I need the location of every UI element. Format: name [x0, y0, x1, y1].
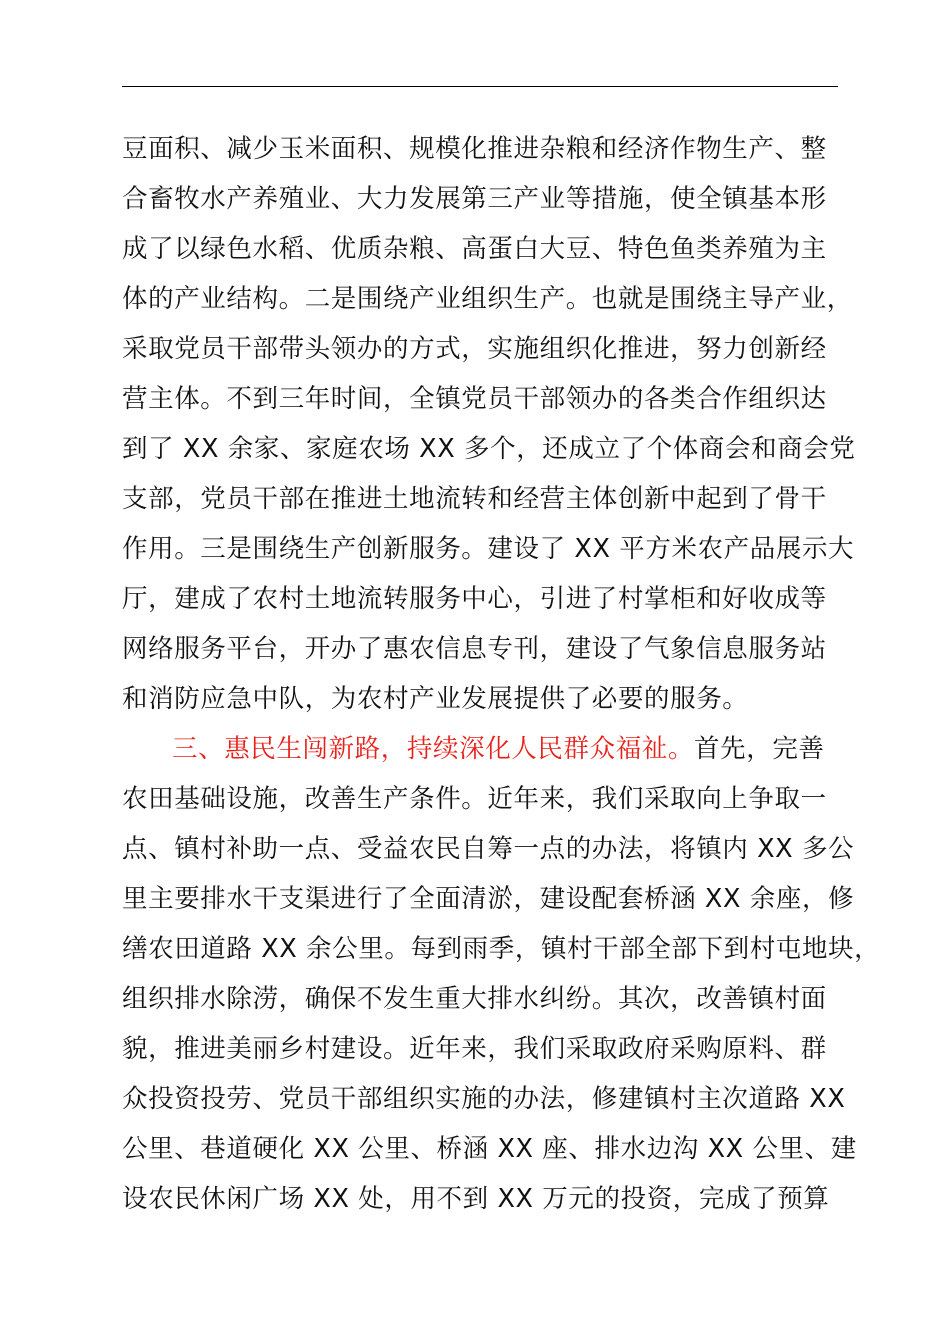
paragraph-1-line: 成了以绿色水稻、优质杂粮、高蛋白大豆、特色鱼类养殖为主: [122, 234, 827, 264]
section-3-first-line: [122, 724, 842, 774]
paragraph-1-line: 采取党员干部带头领办的方式，实施组织化推进，努力创新经: [122, 334, 827, 364]
body-text: [122, 124, 881, 1224]
section-3-line: 公里、巷道硬化 XX 公里、桥涵 XX 座、排水边沟 XX 公里、建: [122, 1134, 857, 1164]
section-3-line: 组织排水除涝，确保不发生重大排水纠纷。其次，改善镇村面: [122, 984, 827, 1014]
paragraph-1-line: 合畜牧水产养殖业、大力发展第三产业等措施，使全镇基本形: [122, 184, 827, 214]
section-3-line: 貌，推进美丽乡村建设。近年来，我们采取政府采购原料、群: [122, 1034, 827, 1064]
paragraph-1-line: 支部，党员干部在推进土地流转和经营主体创新中起到了骨干: [122, 484, 827, 514]
paragraph-1-line: 到了 XX 余家、家庭农场 XX 多个，还成立了个体商会和商会党: [122, 434, 856, 464]
paragraph-1-line: 豆面积、减少玉米面积、规模化推进杂粮和经济作物生产、整: [122, 134, 827, 164]
section-3-heading: 三、惠民生闯新路，持续深化人民群众福祉。: [172, 734, 695, 764]
section-3-line: 农田基础设施，改善生产条件。近年来，我们采取向上争取一: [122, 784, 827, 814]
paragraph-1-line: 网络服务平台，开办了惠农信息专刊，建设了气象信息服务站: [122, 634, 827, 664]
paragraph-1-line: 厅，建成了农村土地流转服务中心，引进了村掌柜和好收成等: [122, 584, 827, 614]
section-3-line: 缮农田道路 XX 余公里。每到雨季，镇村干部全部下到村屯地块，: [122, 934, 881, 964]
section-3-first-line-rest: 首先，完善: [694, 734, 825, 764]
paragraph-1-line: 和消防应急中队，为农村产业发展提供了必要的服务。: [122, 684, 749, 714]
section-3-line: 里主要排水干支渠进行了全面清淤，建设配套桥涵 XX 余座，修: [122, 884, 855, 914]
paragraph-1-line: 营主体。不到三年时间，全镇党员干部领办的各类合作组织达: [122, 384, 827, 414]
section-3-line: 众投资投劳、党员干部组织实施的办法，修建镇村主次道路 XX: [122, 1084, 846, 1114]
paragraph-1-line: 作用。三是围绕生产创新服务。建设了 XX 平方米农产品展示大: [122, 534, 855, 564]
paragraph-1-line: 体的产业结构。二是围绕产业组织生产。也就是围绕主导产业，: [122, 284, 853, 314]
section-3-line: 点、镇村补助一点、受益农民自筹一点的办法，将镇内 XX 多公: [122, 834, 855, 864]
section-3-line: 设农民休闲广场 XX 处，用不到 XX 万元的投资，完成了预算: [122, 1184, 830, 1214]
header-rule: [122, 86, 838, 87]
